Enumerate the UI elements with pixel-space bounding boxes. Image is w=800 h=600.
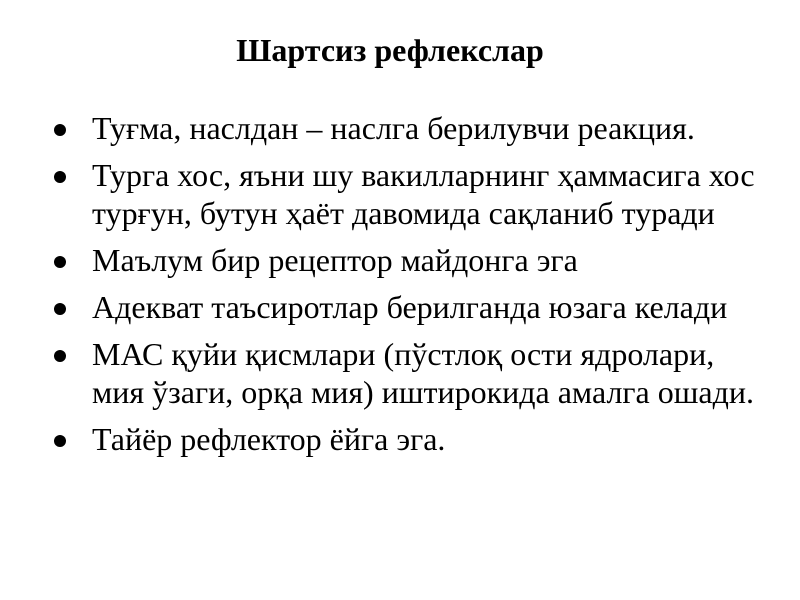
bullet-item	[52, 335, 772, 411]
bullet-dot-icon	[54, 303, 66, 315]
bullet-text: Маълум бир рецептор майдонга эга	[92, 242, 578, 278]
bullet-item	[52, 420, 772, 458]
bullet-text: Турга хос, яъни шу вакилларнинг ҳаммасига хос турғун, бутун ҳаёт давомида сақланиб туради	[92, 157, 755, 231]
bullet-text: Адекват таъсиротлар берилганда юзага келади	[92, 289, 728, 325]
bullet-text: МАС қуйи қисмлари (пўстлоқ ости ядролари, мия ўзаги, орқа мия) иштирокида амалга ошади.	[92, 336, 754, 410]
bullet-list	[52, 109, 772, 467]
bullet-dot-icon	[54, 435, 66, 447]
bullet-text: Туғма, наслдан – наслга берилувчи реакция.	[92, 110, 695, 146]
bullet-item	[52, 288, 772, 326]
bullet-dot-icon	[54, 171, 66, 183]
bullet-dot-icon	[54, 256, 66, 268]
bullet-dot-icon	[54, 124, 66, 136]
bullet-item	[52, 156, 772, 232]
bullet-text: Тайёр рефлектор ёйга эга.	[92, 421, 446, 457]
bullet-dot-icon	[54, 350, 66, 362]
slide-title: Шартсиз рефлекслар	[236, 32, 544, 68]
bullet-item	[52, 109, 772, 147]
bullet-item	[52, 241, 772, 279]
